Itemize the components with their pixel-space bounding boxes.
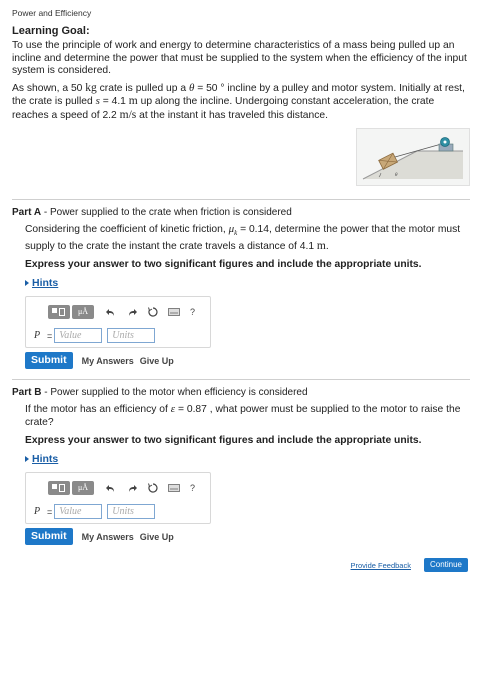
template-icon[interactable] (48, 305, 70, 319)
give-up-link[interactable]: Give Up (139, 531, 174, 542)
reset-icon[interactable] (147, 481, 159, 495)
part-a-instructions: Express your answer to two significant figures and include the appropriate units. (25, 259, 422, 271)
part-b-hints-link[interactable]: Hints (25, 453, 58, 465)
units-symbol-button[interactable]: μÅ (72, 305, 94, 319)
section-divider (12, 379, 470, 380)
variable-label: P (34, 506, 41, 518)
help-button[interactable]: ? (190, 483, 196, 494)
value-input[interactable]: Value (54, 504, 102, 519)
units-symbol-button[interactable]: μÅ (72, 481, 94, 495)
undo-icon[interactable] (105, 481, 117, 495)
keyboard-icon[interactable] (168, 481, 180, 495)
part-b-heading: Part B - Power supplied to the motor when efficiency is considered (12, 387, 308, 399)
part-a-heading: Part A - Power supplied to the crate when friction is considered (12, 207, 292, 218)
units-input[interactable]: Units (107, 328, 155, 343)
undo-icon[interactable] (105, 305, 117, 319)
expand-triangle-icon (25, 280, 29, 286)
redo-icon[interactable] (126, 481, 138, 495)
page-title: Power and Efficiency (12, 8, 92, 18)
svg-text:θ: θ (395, 173, 398, 178)
keyboard-icon[interactable] (168, 305, 180, 319)
units-input[interactable]: Units (107, 504, 155, 519)
value-input[interactable]: Value (54, 328, 102, 343)
part-b-instructions: Express your answer to two significant figures and include the appropriate units. (25, 435, 422, 447)
my-answers-link[interactable]: My Answers (81, 531, 134, 542)
page-content (12, 8, 470, 545)
part-b-question: If the motor has an efficiency of ε = 0.87 , what power must be supplied to the motor to raise the crate? (25, 403, 461, 428)
submit-button[interactable]: Submit (25, 528, 73, 545)
problem-statement: As shown, a 50 kg crate is pulled up a θ = 50 ° incline by a pulley and motor system. Initially at rest, the crate is pulled s = 4.1 m up along the incline. Undergoing constant acceleration, the crate reaches a speed of 2.2 m/s at the instant it has traveled this distance. (12, 81, 465, 121)
equation-toolbar (48, 304, 202, 320)
incline-pulley-figure[interactable] (356, 128, 470, 186)
page-footer (351, 558, 468, 572)
give-up-link[interactable]: Give Up (139, 355, 174, 366)
learning-goal-text: To use the principle of work and energy to determine characteristics of a mass being pulled up an incline and determine the power that must be supplied to the system when the efficiency of the input system is considered. (12, 40, 467, 76)
continue-button[interactable]: Continue (424, 558, 468, 572)
my-answers-link[interactable]: My Answers (81, 355, 134, 366)
equation-toolbar (48, 480, 202, 496)
part-b-answer-box: μÅ ? P = Value Units (25, 472, 211, 524)
submit-button[interactable]: Submit (25, 352, 73, 369)
provide-feedback-link[interactable]: Provide Feedback (350, 560, 411, 570)
reset-icon[interactable] (147, 305, 159, 319)
part-a-answer-box: μÅ ? P = Value Units (25, 296, 211, 348)
help-button[interactable]: ? (190, 307, 196, 318)
variable-label: P (34, 330, 41, 342)
section-divider (12, 199, 470, 200)
expand-triangle-icon (25, 456, 29, 462)
redo-icon[interactable] (126, 305, 138, 319)
learning-goal-heading: Learning Goal: (12, 25, 90, 37)
part-a-question: Considering the coefficient of kinetic friction, $\mu_k = 0.14$, determine the power that the motor must supply to the crate the instant the crate travels a distance of 4.1 m. (25, 223, 461, 252)
template-icon[interactable] (48, 481, 70, 495)
part-a-hints-link[interactable]: Hints (25, 277, 58, 289)
